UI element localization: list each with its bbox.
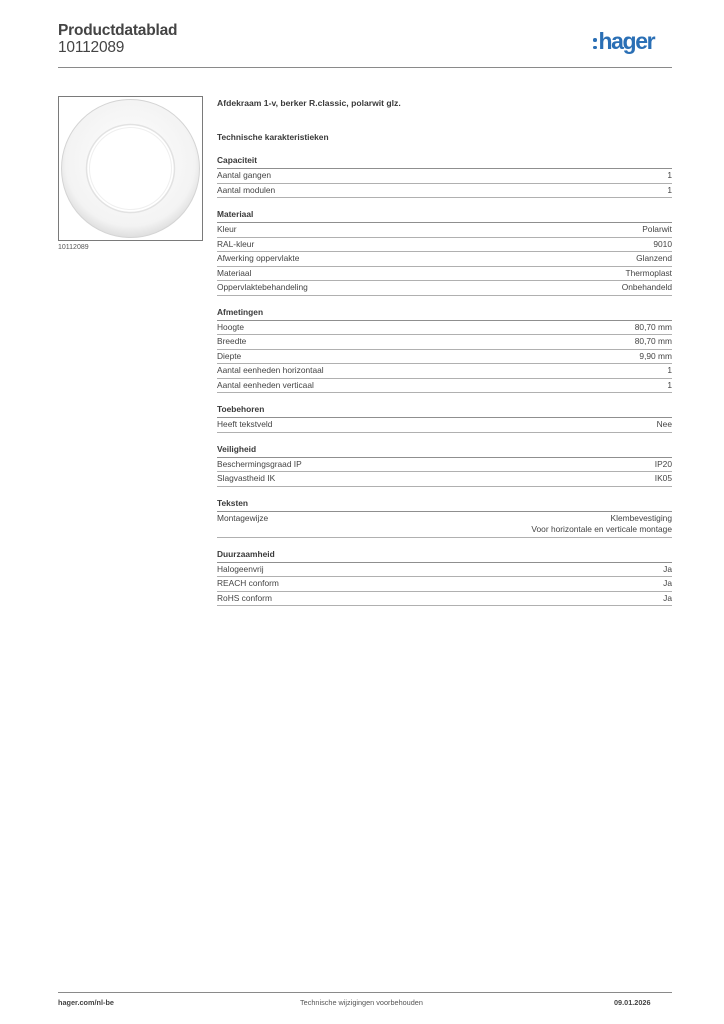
- spec-row: [217, 281, 672, 296]
- spec-value-line: 1: [667, 184, 672, 195]
- spec-value: [642, 224, 672, 236]
- section-title: Duurzaamheid: [217, 549, 672, 563]
- spec-section: [217, 155, 672, 198]
- spec-section: [217, 209, 672, 296]
- hager-logo: [593, 30, 654, 53]
- spec-row: [217, 184, 672, 199]
- spec-label: Aantal eenheden horizontaal: [217, 365, 324, 375]
- spec-value-line: Thermoplast: [625, 267, 672, 278]
- header-divider: [58, 67, 672, 68]
- spec-row: [217, 223, 672, 238]
- spec-label: Diepte: [217, 350, 242, 361]
- spec-label: Heeft tekstveld: [217, 419, 273, 429]
- spec-value-line: Nee: [656, 419, 672, 429]
- spec-label: REACH conform: [217, 578, 279, 588]
- spec-label: Aantal gangen: [217, 170, 272, 180]
- spec-value-line: 1: [667, 365, 672, 375]
- spec-row: [217, 350, 672, 365]
- spec-section: [217, 444, 672, 487]
- spec-section: [217, 307, 672, 394]
- spec-value-line: Ja: [663, 563, 672, 574]
- product-image: [58, 96, 203, 241]
- spec-section: [217, 404, 672, 433]
- section-title: Teksten: [217, 498, 672, 512]
- logo-text: hager: [598, 28, 655, 54]
- logo-colon-icon: [593, 38, 597, 49]
- spec-row: [217, 472, 672, 487]
- spec-row: [217, 379, 672, 394]
- page-title: Productdatablad: [58, 22, 178, 39]
- spec-value-line: Klembevestiging: [610, 512, 672, 523]
- image-caption: 10112089: [58, 244, 89, 251]
- spec-label: Halogeenvrij: [217, 563, 264, 574]
- spec-value-line: 80,70 mm: [634, 321, 672, 332]
- spec-row: [217, 335, 672, 350]
- spec-value-line: Polarwit: [642, 224, 672, 234]
- spec-label: Aantal modulen: [217, 184, 276, 195]
- footer-disclaimer: Technische wijzigingen voorbehouden: [300, 998, 423, 1007]
- spec-value-line: Glanzend: [636, 253, 672, 263]
- spec-section: [217, 498, 672, 538]
- spec-row: [217, 458, 672, 473]
- spec-label: Kleur: [217, 224, 237, 234]
- section-title: Capaciteit: [217, 155, 672, 169]
- footer-website: hager.com/nl-be: [58, 998, 114, 1007]
- spec-label: Beschermingsgraad IP: [217, 458, 302, 469]
- spec-value: [663, 578, 672, 590]
- spec-value: [639, 351, 672, 363]
- spec-label: Montagewijze: [217, 512, 269, 523]
- product-name: Afdekraam 1-v, berker R.classic, polarwit glz.: [217, 98, 401, 108]
- spec-row: [217, 563, 672, 578]
- spec-value: [663, 564, 672, 576]
- spec-row: [217, 267, 672, 282]
- spec-value-line: Ja: [663, 592, 672, 603]
- spec-label: Aantal eenheden verticaal: [217, 379, 314, 390]
- spec-value: [663, 593, 672, 605]
- spec-value-line: 9,90 mm: [639, 350, 672, 361]
- spec-value: [667, 380, 672, 392]
- spec-row: [217, 512, 672, 538]
- spec-value-line: 1: [667, 170, 672, 180]
- spec-value: [625, 268, 672, 280]
- spec-value: [655, 459, 672, 471]
- cover-frame-illustration: [59, 97, 202, 240]
- spec-section: [217, 549, 672, 607]
- spec-label: Slagvastheid IK: [217, 473, 276, 483]
- spec-label: RoHS conform: [217, 592, 272, 603]
- spec-value: [667, 170, 672, 182]
- spec-value: [667, 365, 672, 377]
- spec-row: [217, 592, 672, 607]
- spec-value-line: IK05: [654, 473, 672, 483]
- spec-value: [635, 322, 672, 334]
- spec-value-line: IP20: [654, 458, 672, 469]
- spec-label: RAL-kleur: [217, 238, 255, 249]
- spec-value: [653, 239, 672, 251]
- spec-row: [217, 169, 672, 184]
- spec-row: [217, 577, 672, 592]
- footer-date: 09.01.2026: [614, 998, 651, 1007]
- spec-value: [635, 336, 672, 348]
- spec-value-line: 9010: [653, 238, 672, 249]
- spec-label: Oppervlaktebehandeling: [217, 282, 308, 292]
- spec-value: [636, 253, 672, 265]
- section-title: Afmetingen: [217, 307, 672, 321]
- spec-value: [622, 282, 672, 294]
- spec-value-line: Ja: [663, 578, 672, 588]
- spec-row: [217, 321, 672, 336]
- spec-value: [531, 513, 672, 536]
- section-title: Materiaal: [217, 209, 672, 223]
- spec-row: [217, 364, 672, 379]
- spec-sections: [217, 155, 672, 606]
- specifications: [217, 96, 672, 606]
- spec-value: [657, 419, 672, 431]
- spec-value-line: 80,70 mm: [634, 336, 672, 346]
- spec-value-line: 1: [667, 379, 672, 390]
- spec-value-line: Onbehandeld: [621, 282, 672, 292]
- spec-row: [217, 252, 672, 267]
- spec-label: Hoogte: [217, 321, 245, 332]
- spec-row: [217, 418, 672, 433]
- spec-row: [217, 238, 672, 253]
- spec-value: [655, 473, 672, 485]
- spec-value-line: Voor horizontale en verticale montage: [531, 524, 672, 534]
- section-title: Veiligheid: [217, 444, 672, 458]
- spec-label: Breedte: [217, 336, 247, 346]
- spec-label: Materiaal: [217, 267, 252, 278]
- product-number: 10112089: [58, 39, 125, 56]
- spec-label: Afwerking oppervlakte: [217, 253, 300, 263]
- spec-value: [667, 185, 672, 197]
- footer-divider: [58, 992, 672, 993]
- tech-heading: Technische karakteristieken: [217, 132, 329, 142]
- section-title: Toebehoren: [217, 404, 672, 418]
